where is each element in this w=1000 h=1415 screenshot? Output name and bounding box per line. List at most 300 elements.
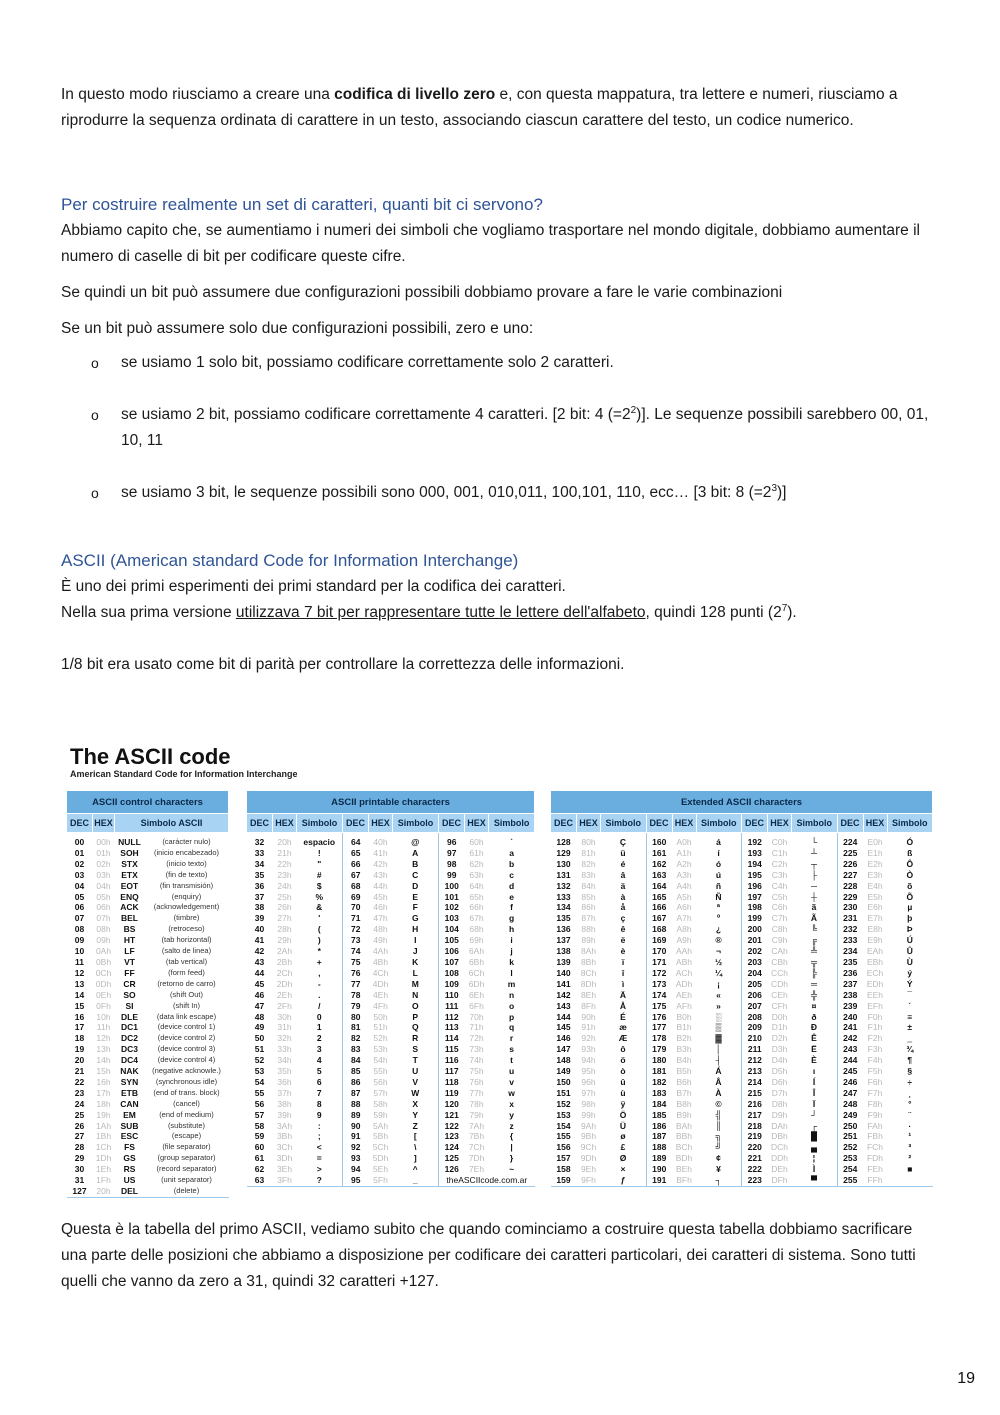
table-cell: 184: [646, 1099, 672, 1110]
table-cell: 3Ah: [276, 1120, 293, 1131]
table-cell: 79h: [469, 1109, 484, 1120]
table-cell: 68: [343, 881, 369, 892]
table-cell: 45h: [373, 891, 388, 902]
table-row: [551, 946, 933, 957]
table-cell: 178: [646, 1033, 672, 1044]
table-row: [247, 979, 535, 990]
table-cell: 54h: [373, 1055, 388, 1066]
table-cell: ╦: [810, 956, 818, 967]
table-cell: 102: [439, 902, 465, 913]
table-cell: ¬: [716, 946, 721, 957]
table-cell: 29h: [277, 935, 292, 946]
table-cell: 241: [837, 1022, 863, 1033]
table-cell: 20: [74, 1055, 85, 1066]
table-cell: E5h: [867, 891, 883, 902]
table-cell: ^: [412, 1164, 418, 1175]
table-cell: 105: [439, 935, 465, 946]
table-cell: n: [508, 989, 515, 1000]
table-cell: D9h: [771, 1109, 788, 1120]
table-row: [247, 1001, 535, 1012]
table-cell: DC4: [120, 1055, 138, 1066]
table-cell: 160: [646, 833, 672, 848]
table-cell: 96: [439, 833, 465, 848]
table-row: [67, 892, 229, 903]
table-cell: FF: [124, 967, 135, 978]
table-cell: U: [412, 1066, 419, 1077]
table-cell: Ô: [906, 858, 914, 869]
table-cell: (fin de texto): [165, 869, 208, 879]
table-cell: BAh: [675, 1120, 693, 1131]
table-cell: 99: [439, 870, 465, 881]
table-cell: 9Fh: [581, 1175, 596, 1186]
table-cell: 173: [646, 979, 672, 990]
table-cell: 192: [742, 833, 768, 848]
table-cell: 94: [343, 1164, 369, 1175]
table-cell: 44h: [373, 880, 388, 891]
table-cell: (end of trans. block): [153, 1087, 220, 1097]
table-cell: 96h: [581, 1076, 596, 1087]
table-cell: 4Ah: [372, 946, 389, 957]
table-row: [67, 1099, 229, 1110]
table-cell: ò: [620, 1066, 626, 1077]
table-cell: 5Eh: [372, 1164, 389, 1175]
table-cell: 117: [439, 1066, 465, 1077]
table-cell: 207: [742, 1001, 768, 1012]
table-cell: 7Bh: [468, 1131, 485, 1142]
table-cell: ½: [714, 956, 723, 967]
table-cell: 69h: [469, 935, 484, 946]
table-row: [551, 848, 933, 859]
table-cell: ╣: [715, 1109, 722, 1120]
table-cell: DAh: [771, 1120, 788, 1131]
table-cell: ¥: [716, 1164, 721, 1175]
table-cell: 22: [74, 1076, 85, 1087]
table-cell: ▀: [810, 1175, 818, 1186]
table-cell: Ì: [812, 1164, 816, 1175]
table-cell: 0: [316, 1011, 322, 1022]
table-row: [247, 913, 535, 924]
table-cell: è: [620, 946, 626, 957]
table-cell: 75h: [469, 1066, 484, 1077]
table-cell: 213: [742, 1066, 768, 1077]
table-cell: 31h: [277, 1022, 292, 1033]
table-cell: 13h: [96, 1044, 111, 1055]
table-cell: 44: [254, 967, 265, 978]
table-cell: 39h: [277, 1109, 292, 1120]
table-cell: A9h: [676, 935, 692, 946]
table-cell: 92: [343, 1142, 369, 1153]
table-cell: 1Ah: [95, 1120, 112, 1131]
table-cell: 116: [439, 1055, 465, 1066]
table-cell: FEh: [867, 1164, 883, 1175]
col-simbolo: Simbolo: [297, 814, 343, 833]
table-row: [551, 957, 933, 968]
table-cell: 253: [837, 1153, 863, 1164]
table-cell: f: [510, 902, 513, 913]
table-cell: Ë: [811, 1044, 817, 1055]
table-cell: ─: [810, 880, 818, 891]
table-cell: ô: [620, 1044, 626, 1055]
table-cell: 52h: [373, 1033, 388, 1044]
table-row: [67, 881, 229, 892]
table-cell: (delete): [173, 1186, 200, 1195]
table-cell: CAh: [771, 946, 788, 957]
table-cell: (record separator): [156, 1164, 217, 1174]
table-cell: T: [412, 1055, 418, 1066]
table-cell: 18: [74, 1033, 85, 1044]
table-cell: 65h: [469, 891, 484, 902]
table-cell: RS: [123, 1164, 136, 1175]
table-cell: 4Ch: [372, 967, 389, 978]
table-cell: Î: [812, 1087, 816, 1098]
table-cell: 72h: [469, 1033, 484, 1044]
table-cell: ¹: [908, 1131, 912, 1142]
table-cell: D5h: [771, 1066, 788, 1077]
table-cell: B7h: [676, 1087, 692, 1098]
table-cell: 129: [556, 847, 571, 858]
table-cell: BFh: [676, 1175, 692, 1186]
table-cell: 175: [646, 1001, 672, 1012]
table-cell: 255: [837, 1175, 863, 1186]
table-cell: 7Dh: [468, 1153, 485, 1164]
col-simbolo: Simbolo: [601, 814, 647, 833]
table-cell: 38: [254, 902, 265, 913]
credit-text: theASCIIcode.com.ar: [439, 1175, 535, 1186]
table-cell: Ä: [619, 989, 627, 1000]
table-cell: 02: [74, 858, 85, 869]
table-cell: 2Bh: [276, 956, 293, 967]
table-cell: §: [907, 1066, 913, 1077]
table-cell: þ: [907, 913, 913, 924]
table-cell: ¡: [717, 978, 720, 989]
table-cell: }: [509, 1153, 514, 1164]
table-cell: 152: [556, 1098, 571, 1109]
table-cell: 0Ah: [95, 946, 112, 957]
paragraph: Se quindi un bit può assumere due configurazioni possibili dobbiamo provare a fare le varie combinazioni: [61, 284, 783, 301]
table-cell: j: [510, 946, 513, 957]
table-row: [551, 859, 933, 870]
col-simbolo: Simbolo: [393, 814, 439, 833]
table-cell: 1Ch: [95, 1142, 112, 1153]
table-cell: z: [509, 1120, 514, 1131]
table-cell: 06: [74, 902, 85, 913]
table-cell: 55h: [373, 1066, 388, 1077]
table-cell: A7h: [676, 913, 692, 924]
table-cell: 31: [74, 1175, 85, 1186]
table-cell: 97h: [581, 1087, 596, 1098]
table-cell: ø: [620, 1131, 626, 1142]
table-row: [551, 1066, 933, 1077]
table-cell: 84: [343, 1055, 369, 1066]
table-cell: 1Bh: [95, 1131, 112, 1142]
table-cell: 00: [74, 837, 85, 847]
table-cell: 24h: [277, 880, 292, 891]
table-cell: 230: [837, 902, 863, 913]
table-row: [247, 1142, 535, 1153]
table-row: [67, 1066, 229, 1077]
table-cell: ,: [318, 967, 321, 978]
table-cell: q: [508, 1022, 515, 1033]
table-cell: K: [412, 956, 419, 967]
table-cell: 32h: [277, 1033, 292, 1044]
table-cell: ‗: [907, 1033, 913, 1044]
table-cell: Â: [715, 1076, 722, 1087]
table-cell: å: [620, 902, 626, 913]
col-dec: DEC: [247, 814, 273, 833]
table-cell: 86: [343, 1077, 369, 1088]
table-cell: 123: [439, 1131, 465, 1142]
table-cell: D4h: [771, 1055, 788, 1066]
table-cell: EDh: [866, 978, 884, 989]
table-cell: 76: [343, 968, 369, 979]
col-dec: DEC: [551, 814, 577, 833]
table-cell: E3h: [867, 869, 883, 880]
table-cell: C8h: [771, 924, 788, 935]
table-cell: 151: [556, 1087, 571, 1098]
table-cell: 3: [316, 1044, 322, 1055]
table-row: [247, 1153, 535, 1164]
table-cell: 0Fh: [96, 1000, 111, 1011]
table-row: [247, 1022, 535, 1033]
table-cell: 37h: [277, 1087, 292, 1098]
table-cell: ¤: [811, 1000, 817, 1011]
table-cell: 23: [74, 1087, 85, 1098]
table-cell: D3h: [771, 1044, 788, 1055]
table-cell: 95: [343, 1175, 369, 1186]
table-cell: 01h: [96, 847, 111, 858]
table-row: [67, 1186, 229, 1197]
table-cell: C3h: [771, 869, 788, 880]
table-cell: F8h: [867, 1098, 883, 1109]
table-cell: 97: [439, 848, 465, 859]
table-cell: CAN: [120, 1098, 139, 1109]
table-cell: C1h: [771, 847, 788, 858]
table-cell: û: [620, 1076, 626, 1087]
table-cell: Ñ: [715, 891, 722, 902]
table-cell: ╗: [715, 1131, 722, 1142]
table-cell: à: [620, 891, 626, 902]
table-cell: 153: [556, 1109, 571, 1120]
table-cell: 09h: [96, 935, 111, 946]
table-row: [67, 1077, 229, 1088]
table-cell: 2Fh: [277, 1000, 292, 1011]
paragraph: Se un bit può assumere solo due configurazioni possibili, zero e uno:: [61, 320, 534, 337]
col-hex: HEX: [577, 814, 601, 833]
table-cell: 05h: [96, 891, 111, 902]
table-cell: *: [317, 946, 321, 957]
table-cell: D7h: [771, 1087, 788, 1098]
table-cell: HT: [123, 935, 136, 946]
table-cell: 224: [837, 833, 863, 848]
table-row: [67, 913, 229, 924]
table-cell: 167: [646, 913, 672, 924]
table-cell: g: [508, 913, 515, 924]
table-cell: 158: [556, 1164, 571, 1175]
table-cell: FBh: [867, 1131, 883, 1142]
table-cell: (tab horizontal): [161, 935, 212, 945]
section-heading-ascii: ASCII (American standard Code for Information Interchange): [61, 551, 519, 570]
table-cell: 145: [556, 1022, 571, 1033]
table-cell: 112: [439, 1012, 465, 1023]
table-cell: 40h: [373, 837, 388, 847]
table-row: [67, 1131, 229, 1142]
table-cell: 99h: [581, 1109, 596, 1120]
table-cell: 187: [646, 1131, 672, 1142]
table-cell: 163: [646, 870, 672, 881]
table-cell: GS: [123, 1153, 136, 1164]
table-cell: 90: [343, 1121, 369, 1132]
table-cell: 119: [439, 1088, 465, 1099]
table-cell: 82: [343, 1033, 369, 1044]
table-cell: 57: [254, 1109, 265, 1120]
table-cell: ?: [316, 1175, 322, 1186]
table-cell: 6Bh: [468, 956, 485, 967]
table-cell: (acknowledgement): [153, 902, 220, 912]
table-row: [551, 1012, 933, 1023]
table-cell: 13: [74, 978, 85, 989]
table-cell: ≡: [907, 1011, 913, 1022]
table-cell: 17: [74, 1022, 85, 1033]
table-cell: DFh: [771, 1175, 788, 1186]
table-cell: º: [716, 913, 721, 924]
table-row: [551, 1110, 933, 1121]
table-cell: 85h: [581, 891, 596, 902]
table-cell: ñ: [715, 880, 722, 891]
table-cell: 128: [556, 837, 571, 847]
table-row: [551, 1001, 933, 1012]
table-cell: A5h: [676, 891, 692, 902]
table-cell: DLE: [121, 1011, 138, 1022]
table-cell: B1h: [676, 1022, 692, 1033]
table-row: [551, 892, 933, 903]
table-cell: 182: [646, 1077, 672, 1088]
table-cell: B2h: [676, 1033, 692, 1044]
table-row: [67, 848, 229, 859]
table-cell: 56: [254, 1098, 265, 1109]
table-cell: 61h: [469, 847, 484, 858]
table-cell: M: [411, 978, 419, 989]
table-cell: r: [509, 1033, 514, 1044]
table-cell: 21: [74, 1066, 85, 1077]
table-cell: F6h: [867, 1076, 883, 1087]
table-cell: 144: [556, 1011, 571, 1022]
table-row: [551, 1164, 933, 1175]
table-cell: Ã: [810, 913, 818, 924]
table-row: [247, 1088, 535, 1099]
table-cell: 156: [556, 1142, 571, 1153]
table-cell: 114: [439, 1033, 465, 1044]
table-cell: 6Ch: [468, 967, 485, 978]
table-cell: 14h: [96, 1055, 111, 1066]
table-cell: 121: [439, 1110, 465, 1121]
table-row: [67, 957, 229, 968]
table-cell: $: [316, 880, 322, 891]
table-cell: P: [412, 1011, 419, 1022]
table-row: [551, 1153, 933, 1164]
intro-paragraph: In questo modo riusciamo a creare una codifica di livello zero e, con questa mappatura, tra lettere e numeri, riusciamo a riprodurre la sequenza ordinata di carattere in un testo, associando ciascun carattere del testo, un codice numerico.: [61, 86, 898, 129]
table-cell: 137: [556, 935, 571, 946]
table-cell: Û: [906, 946, 913, 957]
table-cell: 202: [742, 946, 768, 957]
table-cell: Z: [412, 1120, 418, 1131]
table-cell: 41h: [373, 847, 388, 858]
table-row: [67, 1001, 229, 1012]
table-cell: 87: [343, 1088, 369, 1099]
table-cell: 49h: [373, 935, 388, 946]
table-cell: 165: [646, 892, 672, 903]
table-cell: b: [508, 858, 515, 869]
table-cell: (enquiry): [171, 891, 202, 901]
table-row: [551, 913, 933, 924]
table-cell: ã: [811, 902, 817, 913]
table-cell: 16h: [96, 1076, 111, 1087]
table-cell: 32: [254, 837, 265, 847]
table-cell: C: [412, 869, 419, 880]
table-row: [551, 1131, 933, 1142]
table-row: [247, 848, 535, 859]
table-cell: D6h: [771, 1076, 788, 1087]
ascii-table-figure: [62, 738, 934, 1208]
table-cell: (end of medium): [159, 1109, 214, 1119]
table-cell: D2h: [771, 1033, 788, 1044]
table-cell: 48h: [373, 924, 388, 935]
table-cell: 142: [556, 989, 571, 1000]
table-cell: 247: [837, 1088, 863, 1099]
section-heading-bits: Per costruire realmente un set di caratteri, quanti bit ci servono?: [61, 195, 543, 214]
table-cell: 14: [74, 989, 85, 1000]
table-cell: H: [412, 924, 419, 935]
table-cell: u: [508, 1066, 515, 1077]
table-cell: B5h: [676, 1066, 692, 1077]
col-hex: HEX: [863, 814, 887, 833]
table-cell: G: [411, 913, 419, 924]
table-row: [67, 924, 229, 935]
table-cell: 6Dh: [468, 978, 485, 989]
table-cell: F: [412, 902, 418, 913]
table-cell: (substitute): [167, 1120, 206, 1130]
table-cell: ;: [317, 1131, 321, 1142]
table-cell: ": [317, 858, 322, 869]
table-cell: 51: [254, 1044, 265, 1055]
table-cell: DCh: [770, 1142, 788, 1153]
table-cell: e: [509, 891, 514, 902]
table-cell: EM: [123, 1109, 136, 1120]
table-cell: 214: [742, 1077, 768, 1088]
table-cell: õ: [907, 880, 913, 891]
table-row: [67, 1164, 229, 1175]
table-cell: CCh: [770, 967, 788, 978]
table-cell: 73h: [469, 1044, 484, 1055]
table-row: [247, 1099, 535, 1110]
table-cell: espacio: [303, 837, 336, 847]
table-cell: C4h: [771, 880, 788, 891]
table-cell: +: [316, 956, 322, 967]
table-cell: ┌: [810, 1120, 818, 1131]
table-cell: ¯: [907, 989, 913, 1000]
table-cell: 48: [254, 1011, 265, 1022]
table-row: [67, 1153, 229, 1164]
table-cell: ±: [907, 1022, 913, 1033]
table-row: [67, 1033, 229, 1044]
table-cell: A8h: [676, 924, 692, 935]
table-cell: 8Eh: [580, 989, 597, 1000]
table-cell: æ: [619, 1022, 627, 1033]
table-row: [247, 1110, 535, 1121]
table-cell: 139: [556, 956, 571, 967]
table-row: [67, 1012, 229, 1023]
table-cell: (tab vertical): [165, 956, 208, 966]
table-cell: 27h: [277, 913, 292, 924]
